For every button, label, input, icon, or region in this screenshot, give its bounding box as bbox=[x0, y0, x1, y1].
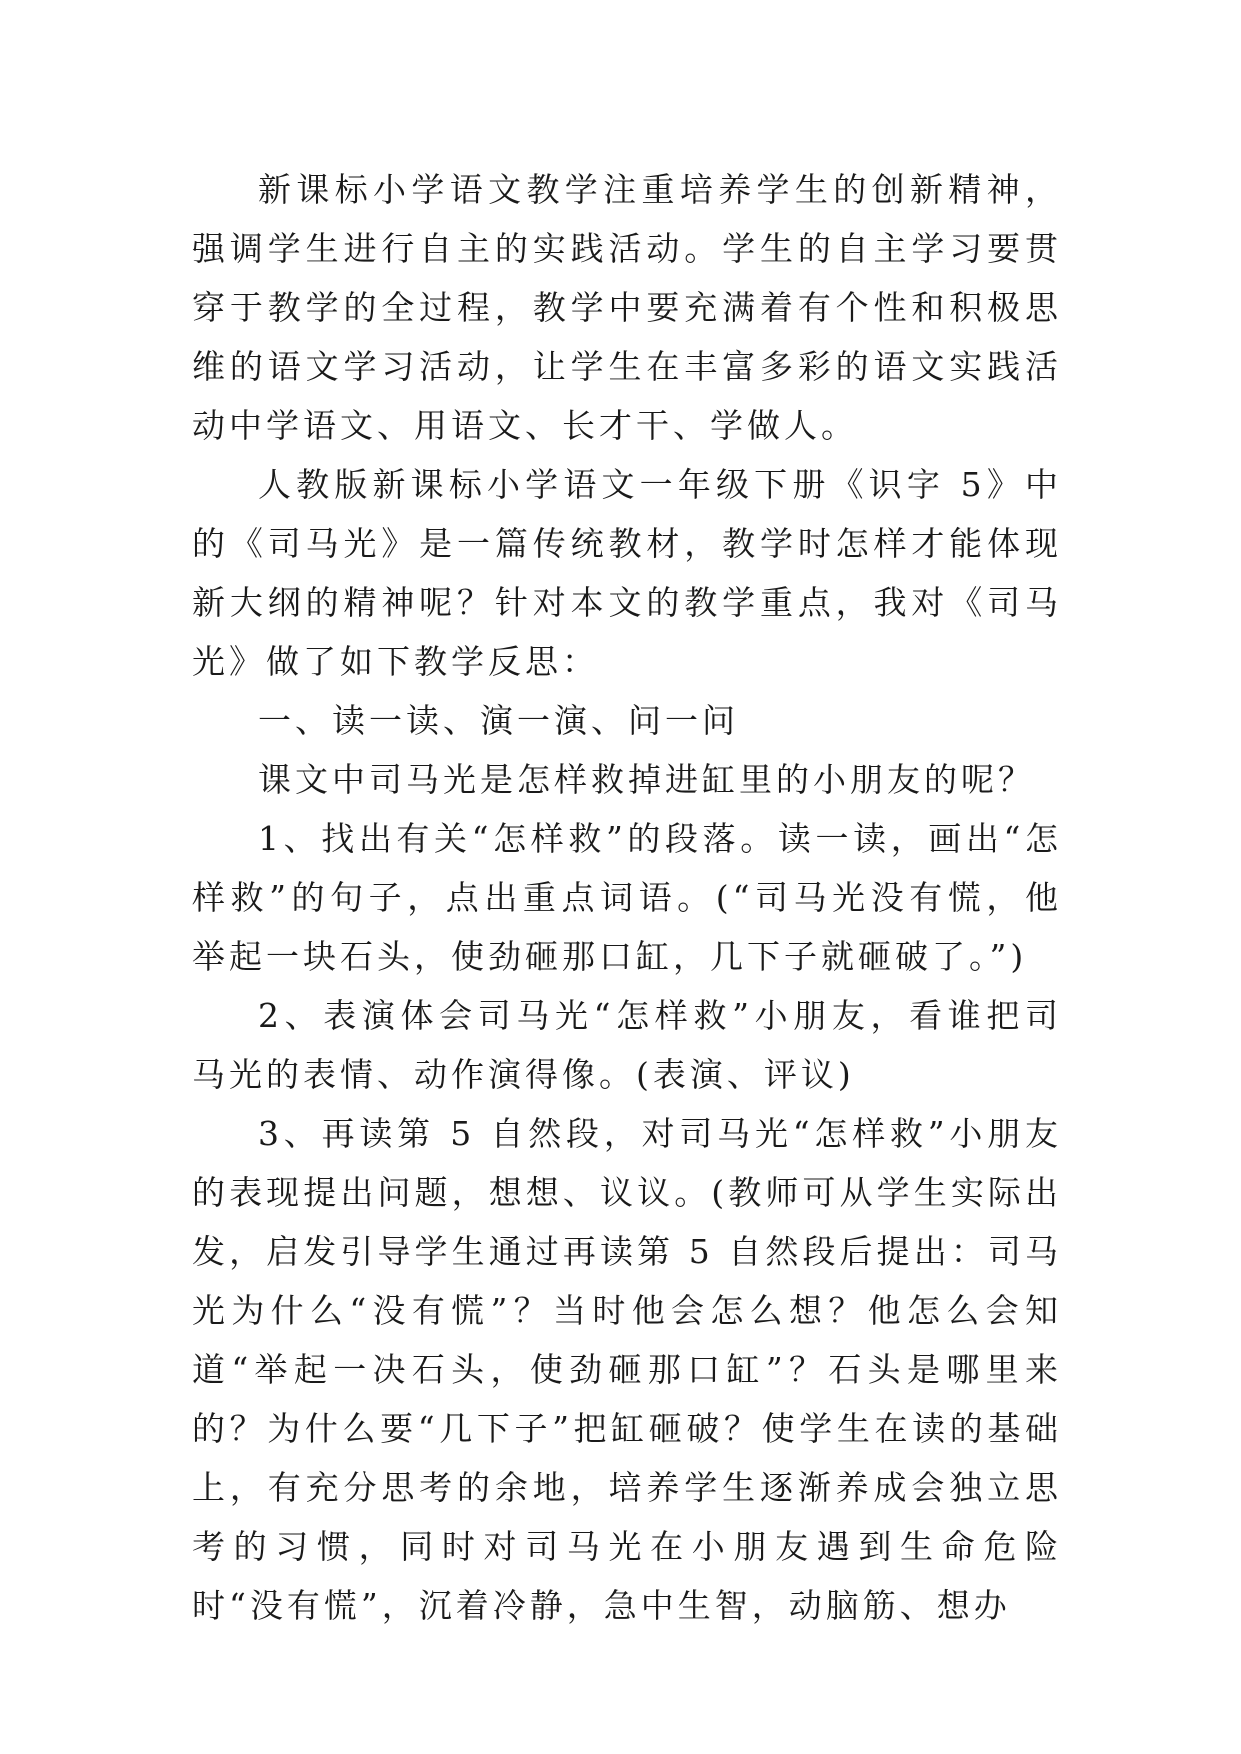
section-heading: 一、读一读、演一演、问一问 bbox=[258, 701, 739, 740]
paragraph: 人教版新课标小学语文一年级下册《识字 5》中的《司马光》是一篇传统教材，教学时怎样才能体现新大纲的精神呢？针对本文的教学重点，我对《司马光》做了如下教学反思： bbox=[192, 465, 1062, 681]
document-body bbox=[192, 160, 1062, 1635]
list-item: 2、表演体会司马光“怎样救”小朋友，看谁把司马光的表情、动作演得像。(表演、评议) bbox=[192, 996, 1062, 1094]
paragraph: 课文中司马光是怎样救掉进缸里的小朋友的呢？ bbox=[258, 760, 1035, 799]
paragraph: 新课标小学语文教学注重培养学生的创新精神，强调学生进行自主的实践活动。学生的自主学习要贯穿于教学的全过程，教学中要充满着有个性和积极思维的语文学习活动，让学生在丰富多彩的语文实践活动中学语文、用语文、长才干、学做人。 bbox=[192, 170, 1062, 445]
list-item: 3、再读第 5 自然段，对司马光“怎样救”小朋友的表现提出问题，想想、议议。(教师可从学生实际出发，启发引导学生通过再读第 5 自然段后提出：司马光为什么“没有慌”？当时他会怎么想？他怎么会知道“举起一决石头，使劲砸那口缸”？石头是哪里来的？为什么要“几下子”把缸砸破？使学生在读的基础上，有充分思考的余地，培养学生逐渐养成会独立思考的习惯，同时对司马光在小朋友遇到生命危险时“没有慌”，沉着冷静，急中生智，动脑筋、想办 bbox=[192, 1114, 1062, 1625]
list-item: 1、找出有关“怎样救”的段落。读一读，画出“怎样救”的句子，点出重点词语。(“司马光没有慌，他举起一块石头，使劲砸那口缸，几下子就砸破了。”) bbox=[192, 819, 1062, 976]
